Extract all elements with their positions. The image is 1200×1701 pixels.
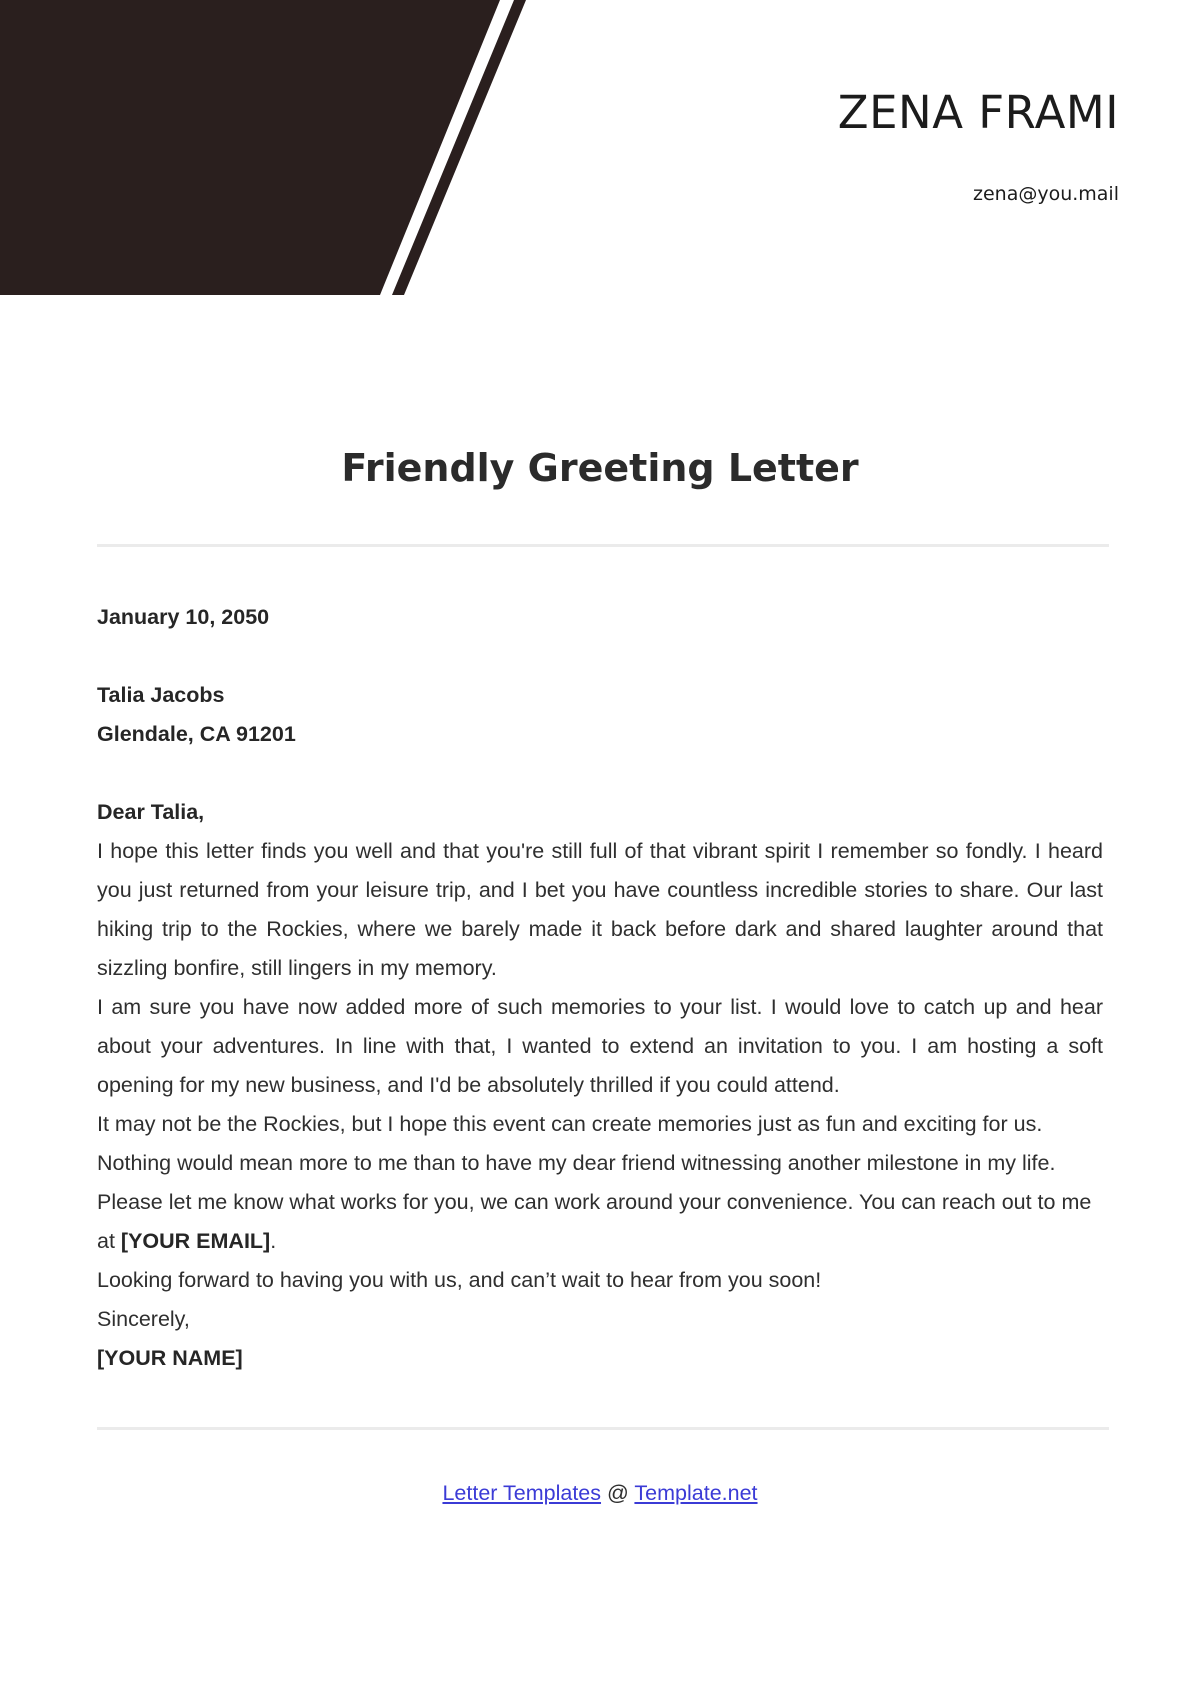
letter-body xyxy=(97,793,1103,1378)
email-suffix: . xyxy=(270,1229,277,1253)
header-dark-block xyxy=(0,0,500,295)
bottom-divider xyxy=(97,1427,1109,1430)
letter-date: January 10, 2050 xyxy=(97,605,270,629)
footer xyxy=(0,1481,1200,1506)
sender-name: ZENA FRAMI xyxy=(837,86,1119,139)
letter-templates-link[interactable]: Letter Templates xyxy=(442,1481,602,1505)
sign-off: Sincerely, xyxy=(97,1307,190,1331)
footer-separator: @ xyxy=(607,1481,629,1505)
paragraph-1: I hope this letter finds you well and that you're still full of that vibrant spirit I remember so fondly. I heard you just returned from your leisure trip, and I bet you have countless incredible stories to share. Our last hiking trip to the Rockies, where we barely made it back before dark and shared laughter around that sizzling bonfire, still lingers in my memory. xyxy=(97,839,1103,980)
template-net-link[interactable]: Template.net xyxy=(634,1481,758,1505)
document-title: Friendly Greeting Letter xyxy=(341,446,859,490)
paragraph-3-text: It may not be the Rockies, but I hope this event can create memories just as fun and exciting for us. Nothing would mean more to me than to have my dear friend witnessing another milestone in my life. Please let me know what works for you, we can work around your convenience. You can reach out to me at xyxy=(97,1112,1092,1253)
top-divider xyxy=(97,544,1109,547)
recipient-block xyxy=(97,676,1103,754)
email-placeholder: [YOUR EMAIL] xyxy=(120,1229,271,1253)
recipient-name: Talia Jacobs xyxy=(97,683,225,707)
sender-email: zena@you.mail xyxy=(972,183,1119,205)
salutation: Dear Talia, xyxy=(97,800,205,824)
signature: [YOUR NAME] xyxy=(97,1346,243,1370)
header-decoration xyxy=(0,0,540,295)
paragraph-2: I am sure you have now added more of such memories to your list. I would love to catch up and hear about your adventures. In line with that, I wanted to extend an invitation to you. I am hosting a soft opening for my new business, and I'd be absolutely thrilled if you could attend. xyxy=(97,995,1103,1097)
paragraph-3 xyxy=(97,1105,1103,1261)
recipient-address: Glendale, CA 91201 xyxy=(97,722,296,746)
closing-line: Looking forward to having you with us, and can’t wait to hear from you soon! xyxy=(97,1268,822,1292)
